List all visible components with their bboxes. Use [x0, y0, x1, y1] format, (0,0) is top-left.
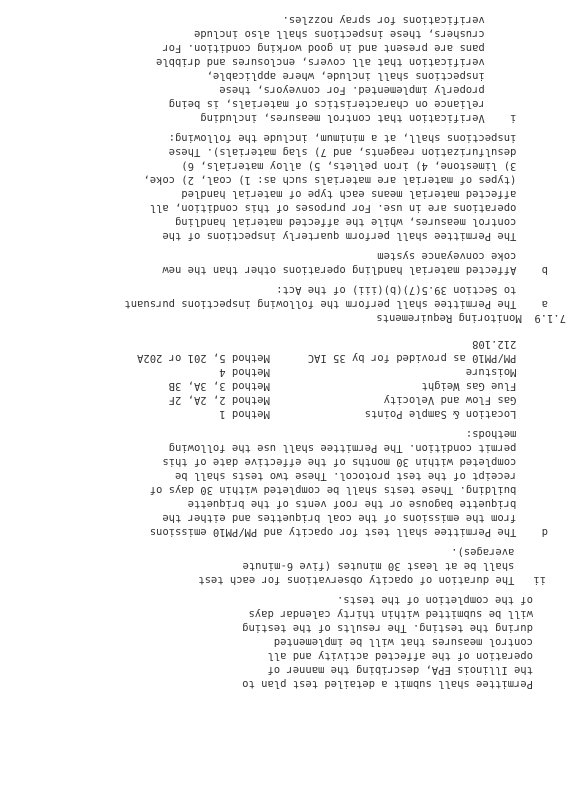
text-line: reliance on characteristics of materials, is being	[168, 98, 548, 110]
text-line: Permittee shall submit a detailed test plan to	[242, 678, 533, 690]
text-line: the Illinois EPA, describing the manner of	[267, 664, 533, 676]
text-line: operation of the affected activity and all	[267, 650, 533, 662]
text-line: Flue Gas Weight Method 3, 3A, 3B	[168, 380, 548, 392]
text-line: shall be at least 30 minutes (five 6-minute	[242, 560, 546, 572]
text-line: Gas Flow and Velocity Method 2, 2A, 2F	[168, 394, 548, 406]
text-line: completed within 30 months of the effective date of this	[162, 456, 548, 468]
text-line: will be submitted within thirty calendar days	[248, 608, 533, 620]
text-line: 212.108	[472, 338, 548, 350]
text-line: (types of material are materials such as: 1) coal, 2) coke,	[143, 174, 548, 186]
text-line: inspections shall, at a minimum, include the following:	[168, 132, 548, 144]
text-line: i Verification that control measures, including	[200, 112, 548, 124]
text-line: control measures that will be implemented	[273, 636, 533, 648]
text-line: Moisture Method 4	[219, 366, 548, 378]
text-line: verification that all covers, enclosures and dribble	[156, 56, 548, 68]
text-line: crushers, these inspections shall also include	[193, 28, 548, 40]
text-line: of the completion of the tests.	[337, 594, 533, 606]
text-line: briquette bagouse or the roof vents of the briquette	[187, 498, 548, 510]
text-line: receipt of the test protocol. These two tests shall be	[175, 470, 548, 482]
text-line: building. These tests shall be completed within 30 days of	[149, 484, 548, 496]
text-line: pans are present and in good working condition. For	[162, 42, 548, 54]
text-line: ii The duration of opacity observations for each test	[198, 574, 546, 586]
text-line: PM/PM10 as provided for by 35 IAC Method 5, 201 or 202A	[137, 352, 548, 364]
text-line: averages).	[451, 546, 546, 558]
text-line: 3) limestone, 4) iron pellets, 5) alloy materials, 6)	[181, 160, 548, 172]
text-line: control measures, while the affected material handling	[175, 216, 548, 228]
text-line: during the testing. The results of the testing	[242, 622, 533, 634]
text-line: a The Permittee shall perform the following inspections pursuant	[124, 298, 548, 310]
text-line: b Affected material handling operations other than the new	[162, 264, 548, 276]
text-line: inspections shall include, where applicable,	[206, 70, 548, 82]
text-line: properly implemented. For conveyors, these	[219, 84, 548, 96]
text-line: The Permittee shall perform quarterly inspections of the	[162, 230, 548, 242]
text-line: Location & Sample Points Method 1	[219, 408, 548, 420]
text-line: d The Permittee shall test for opacity and PM/PM10 emissions	[149, 526, 548, 538]
text-line: from the emissions of the coal briquettes and either the	[162, 512, 548, 524]
text-line: operations are in use. For purposes of this condition, all	[149, 202, 548, 214]
section-heading: 7.1.9 Monitoring Requirements	[376, 312, 566, 324]
text-line: affected material means each type of material handled	[181, 188, 548, 200]
text-line: methods:	[465, 428, 548, 440]
text-line: coke conveyance system	[377, 250, 548, 262]
text-line: to Section 39.5(7)(b)(iii) of the Act:	[276, 284, 548, 296]
text-line: desulfurization reagents, and 7) slag materials). These	[168, 146, 548, 158]
text-line: verifications for spray nozzles.	[282, 14, 548, 26]
text-line: permit condition. The Permittee shall use the following	[168, 442, 548, 454]
